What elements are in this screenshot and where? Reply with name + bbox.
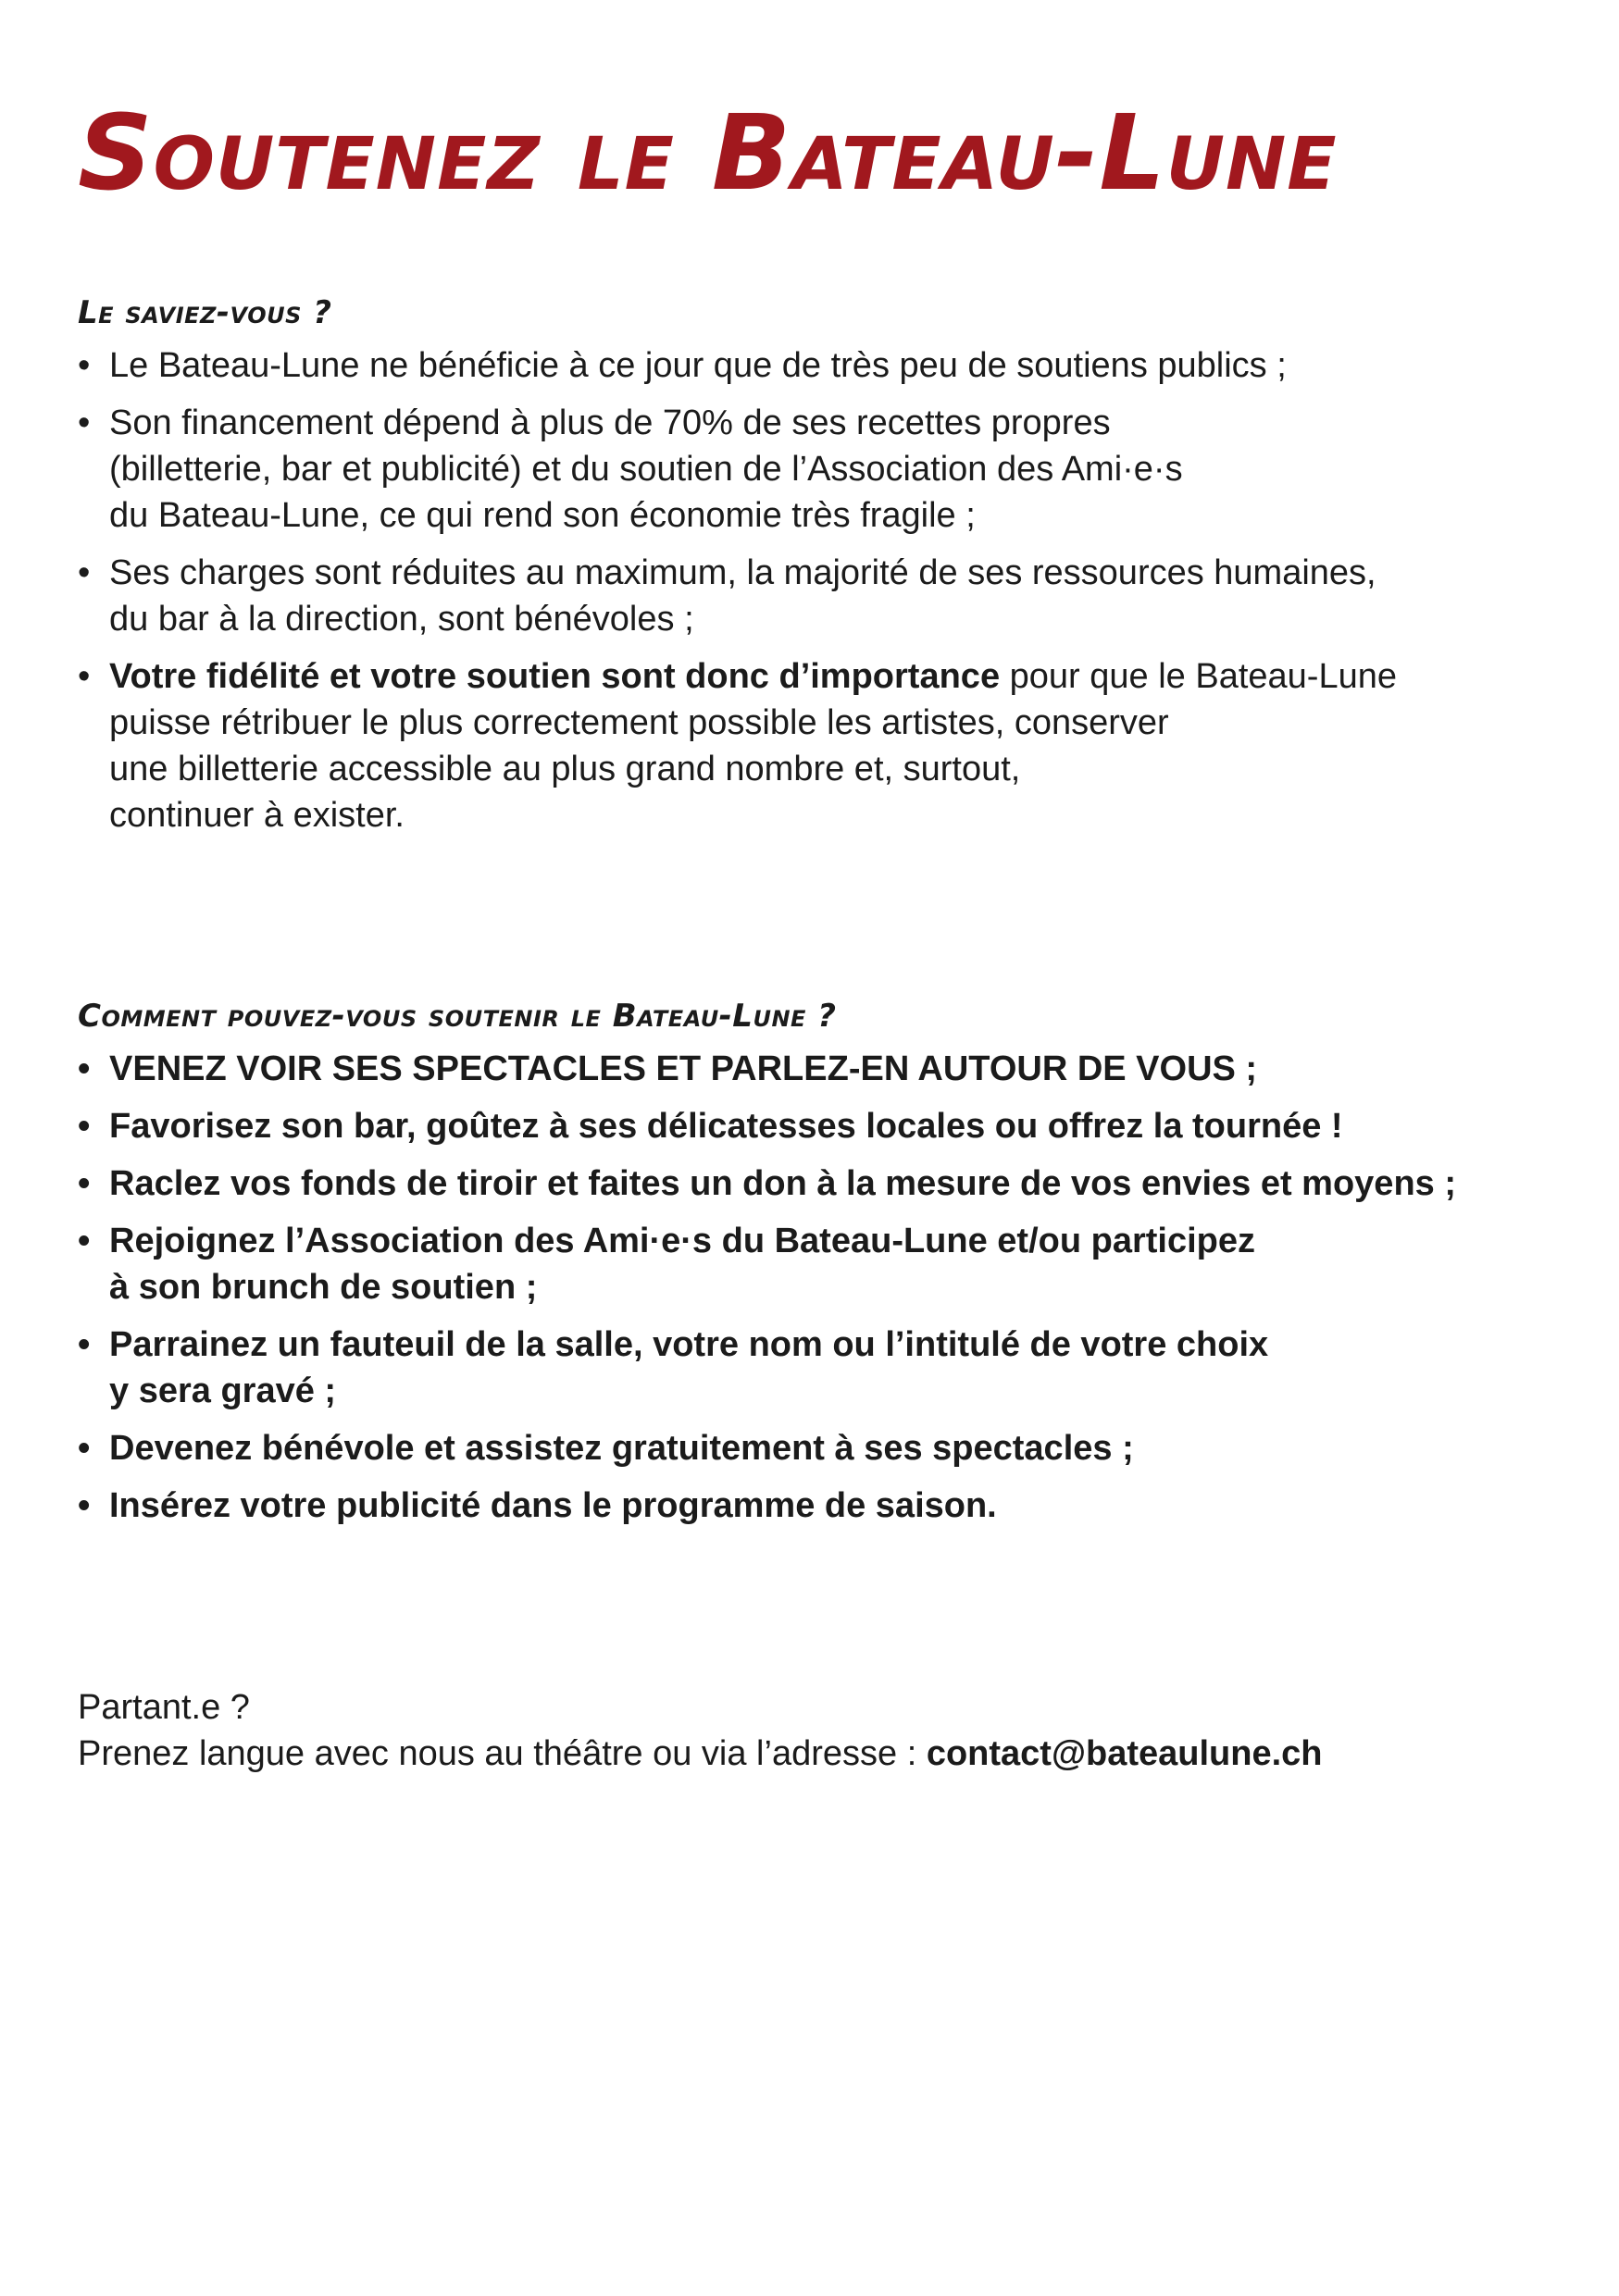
- list-item-line: une billetterie accessible au plus grand nombre et, surtout,: [109, 750, 1021, 788]
- list-item-line: puisse rétribuer le plus correctement possible les artistes, conserver: [109, 703, 1169, 742]
- list-item: [78, 1160, 1522, 1207]
- bullet-icon: •: [78, 1049, 91, 1088]
- list-item-line: Favorisez son bar, goûtez à ses délicatesses locales ou offrez la tournée !: [109, 1107, 1343, 1146]
- emphasis-text: Votre fidélité et votre soutien sont donc d’importance: [109, 657, 1001, 696]
- bullet-icon: •: [78, 1107, 91, 1146]
- bullet-icon: •: [78, 403, 91, 442]
- list-item-line: du bar à la direction, sont bénévoles ;: [109, 600, 694, 639]
- list-item-line: Raclez vos fonds de tiroir et faites un don à la mesure de vos envies et moyens ;: [109, 1164, 1457, 1203]
- list-item: [78, 1103, 1522, 1149]
- list-item-text: pour que le Bateau-Lune: [1000, 657, 1397, 696]
- bullet-icon: •: [78, 657, 91, 696]
- list-item-line: Son financement dépend à plus de 70% de ses recettes propres: [109, 403, 1111, 442]
- bullet-icon: •: [78, 1222, 91, 1260]
- bullet-icon: •: [78, 346, 91, 385]
- list-item: [78, 550, 1522, 642]
- section-heading-le-saviez-vous: Le saviez-vous ?: [78, 294, 332, 331]
- list-item: [78, 1218, 1522, 1310]
- bullet-icon: •: [78, 1164, 91, 1203]
- list-item: [78, 653, 1522, 838]
- outro-contact-line: [78, 1731, 1323, 1777]
- list-item-line: Rejoignez l’Association des Ami·e·s du Bateau-Lune et/ou participez: [109, 1222, 1256, 1260]
- outro-question: Partant.e ?: [78, 1688, 250, 1727]
- list-item: [78, 1483, 1522, 1529]
- list-item: [78, 1425, 1522, 1471]
- list-item-line: Insérez votre publicité dans le programme de saison.: [109, 1486, 997, 1525]
- list-item-line: Devenez bénévole et assistez gratuitement à ses spectacles ;: [109, 1429, 1134, 1468]
- list-item-line: VENEZ VOIR SES SPECTACLES ET PARLEZ-EN AUTOUR DE VOUS ;: [109, 1049, 1258, 1088]
- list-item-line: Ses charges sont réduites au maximum, la majorité de ses ressources humaines,: [109, 553, 1376, 592]
- bullet-icon: •: [78, 553, 91, 592]
- list-item-line: Le Bateau-Lune ne bénéficie à ce jour que de très peu de soutiens publics ;: [109, 346, 1287, 385]
- list-item: [78, 1322, 1522, 1414]
- list-item-line: à son brunch de soutien ;: [109, 1268, 538, 1307]
- facts-list: [78, 342, 1522, 850]
- list-item-line: continuer à exister.: [109, 796, 405, 835]
- list-item-line: du Bateau-Lune, ce qui rend son économie très fragile ;: [109, 496, 976, 535]
- section-heading-comment-soutenir: Comment pouvez-vous soutenir le Bateau-Lune ?: [78, 998, 837, 1035]
- support-list: [78, 1046, 1522, 1540]
- outro-contact-text: Prenez langue avec nous au théâtre ou via l’adresse :: [78, 1734, 927, 1773]
- list-item: [78, 1046, 1522, 1092]
- list-item-line: (billetterie, bar et publicité) et du soutien de l’Association des Ami·e·s: [109, 450, 1183, 489]
- bullet-icon: •: [78, 1429, 91, 1468]
- contact-email-link[interactable]: contact@bateaulune.ch: [926, 1734, 1323, 1773]
- list-item: [78, 400, 1522, 539]
- bullet-icon: •: [78, 1486, 91, 1525]
- bullet-icon: •: [78, 1325, 91, 1364]
- list-item-line: [109, 653, 1522, 700]
- list-item-line: y sera gravé ;: [109, 1371, 337, 1410]
- page-title: Soutenez le Bateau-Lune: [78, 93, 1338, 214]
- list-item-line: Parrainez un fauteuil de la salle, votre nom ou l’intitulé de votre choix: [109, 1325, 1269, 1364]
- list-item: [78, 342, 1522, 389]
- outro: [78, 1684, 1323, 1777]
